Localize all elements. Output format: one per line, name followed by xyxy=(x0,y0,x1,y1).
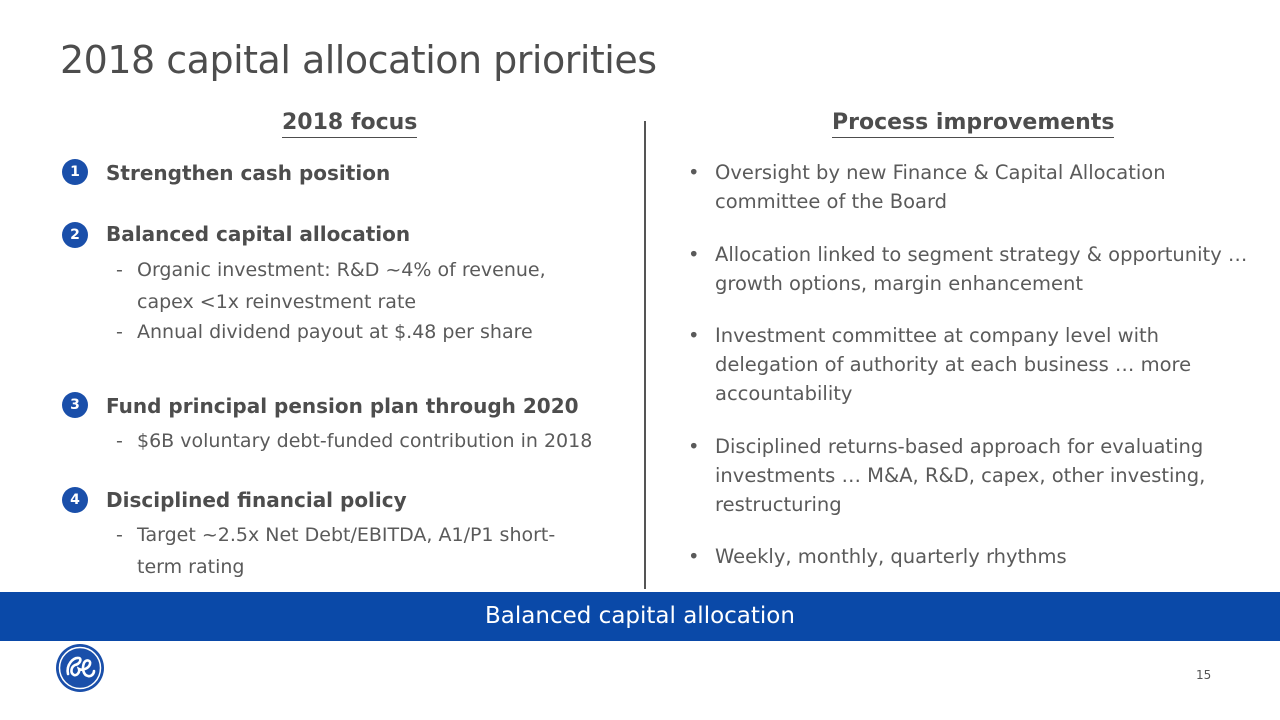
bullet-marker: • xyxy=(688,545,700,568)
dash-marker: - xyxy=(116,259,123,281)
improvement-bullet xyxy=(688,321,1228,408)
column-divider xyxy=(644,121,646,589)
bullet-text: Oversight by new Finance & Capital Allocation committee of the Board xyxy=(715,161,1166,213)
priority-sub-item xyxy=(116,519,596,583)
page-number: 15 xyxy=(1196,668,1212,682)
summary-banner: Balanced capital allocation xyxy=(0,592,1280,641)
bullet-text: Investment committee at company level with delegation of authority at each business … more accountability xyxy=(715,324,1192,405)
priority-heading: Strengthen cash position xyxy=(106,161,391,185)
priority-sub-item xyxy=(116,425,636,457)
dash-marker: - xyxy=(116,430,123,452)
improvement-bullet xyxy=(688,158,1208,216)
priority-heading: Fund principal pension plan through 2020 xyxy=(106,394,579,418)
left-column-header: 2018 focus xyxy=(282,110,417,138)
sub-item-text: Organic investment: R&D ~4% of revenue, capex <1x reinvestment rate xyxy=(137,259,546,313)
priority-heading: Disciplined financial policy xyxy=(106,488,407,512)
priority-heading: Balanced capital allocation xyxy=(106,222,411,246)
priority-sub-item xyxy=(116,316,636,348)
bullet-marker: • xyxy=(688,435,700,458)
bullet-text: Disciplined returns-based approach for evaluating investments … M&A, R&D, capex, other investing, restructuring xyxy=(715,435,1206,516)
slide-title: 2018 capital allocation priorities xyxy=(60,38,657,82)
ge-logo-icon xyxy=(55,643,105,693)
priority-number-badge: 1 xyxy=(62,159,88,185)
priority-sub-item xyxy=(116,254,586,318)
sub-item-text: Annual dividend payout at $.48 per share xyxy=(137,321,533,343)
bullet-marker: • xyxy=(688,324,700,347)
priority-number-badge: 3 xyxy=(62,392,88,418)
bullet-text: Weekly, monthly, quarterly rhythms xyxy=(715,545,1067,568)
sub-item-text: Target ~2.5x Net Debt/EBITDA, A1/P1 short-term rating xyxy=(137,524,556,578)
dash-marker: - xyxy=(116,321,123,343)
priority-number-badge: 4 xyxy=(62,487,88,513)
improvement-bullet xyxy=(688,240,1258,298)
sub-item-text: $6B voluntary debt-funded contribution in 2018 xyxy=(137,430,593,452)
priority-number-badge: 2 xyxy=(62,222,88,248)
bullet-text: Allocation linked to segment strategy & opportunity … growth options, margin enhancement xyxy=(715,243,1248,295)
bullet-marker: • xyxy=(688,161,700,184)
right-column-header: Process improvements xyxy=(832,110,1114,138)
dash-marker: - xyxy=(116,524,123,546)
improvement-bullet xyxy=(688,542,1258,571)
improvement-bullet xyxy=(688,432,1248,519)
bullet-marker: • xyxy=(688,243,700,266)
